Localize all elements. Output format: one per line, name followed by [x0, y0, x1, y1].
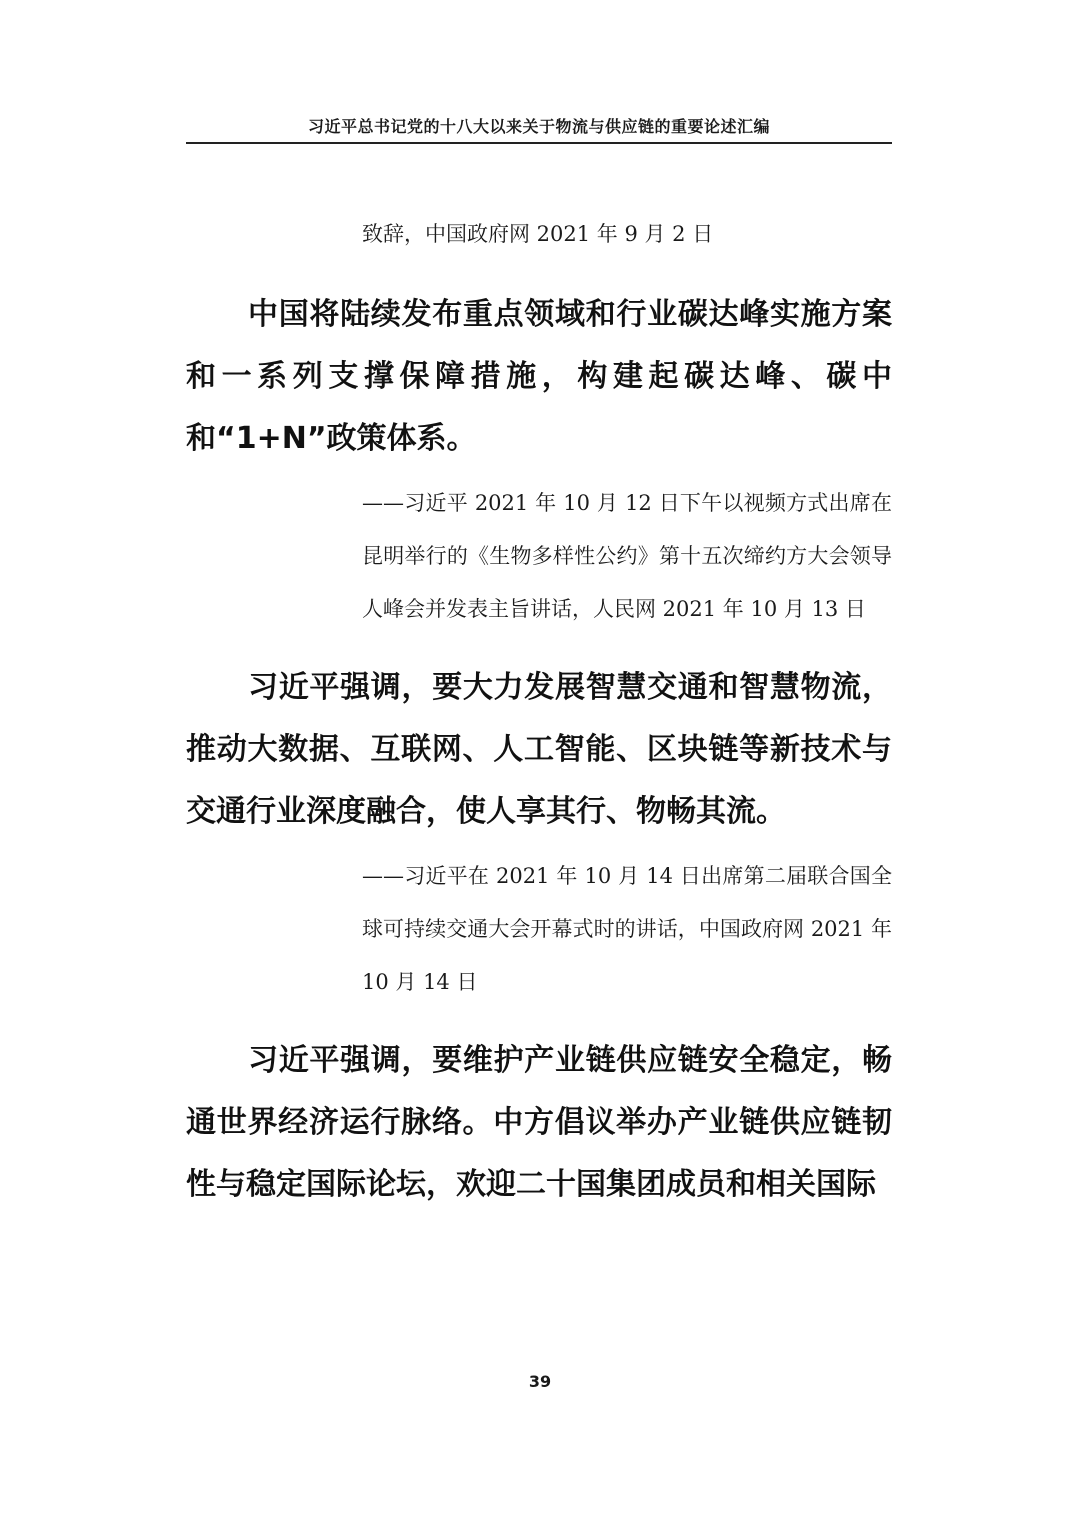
quote-paragraph: 习近平强调，要维护产业链供应链安全稳定，畅通世界经济运行脉络。中方倡议举办产业链供应链韧性与稳定国际论坛，欢迎二十国集团成员和相关国际	[186, 1043, 892, 1202]
quote-citation: ——习近平 2021 年 10 月 12 日下午以视频方式出席在昆明举行的《生物多样性公约》第十五次缔约方大会领导人峰会并发表主旨讲话，人民网 2021 年 10 月 13 日	[362, 491, 892, 621]
page-content	[186, 208, 892, 1216]
quote-citation: ——习近平在 2021 年 10 月 14 日出席第二届联合国全球可持续交通大会开幕式时的讲话，中国政府网 2021 年 10 月 14 日	[362, 864, 892, 994]
quote-paragraph: 中国将陆续发布重点领域和行业碳达峰实施方案和一系列支撑保障措施，构建起碳达峰、碳中和“1+N”政策体系。	[186, 297, 892, 456]
quote-paragraph: 习近平强调，要大力发展智慧交通和智慧物流，推动大数据、互联网、人工智能、区块链等新技术与交通行业深度融合，使人享其行、物畅其流。	[186, 670, 892, 829]
header-rule	[186, 142, 892, 144]
page-number: 39	[528, 1372, 552, 1391]
running-header: 习近平总书记党的十八大以来关于物流与供应链的重要论述汇编	[307, 117, 770, 136]
lead-citation: 致辞，中国政府网 2021 年 9 月 2 日	[362, 222, 714, 246]
